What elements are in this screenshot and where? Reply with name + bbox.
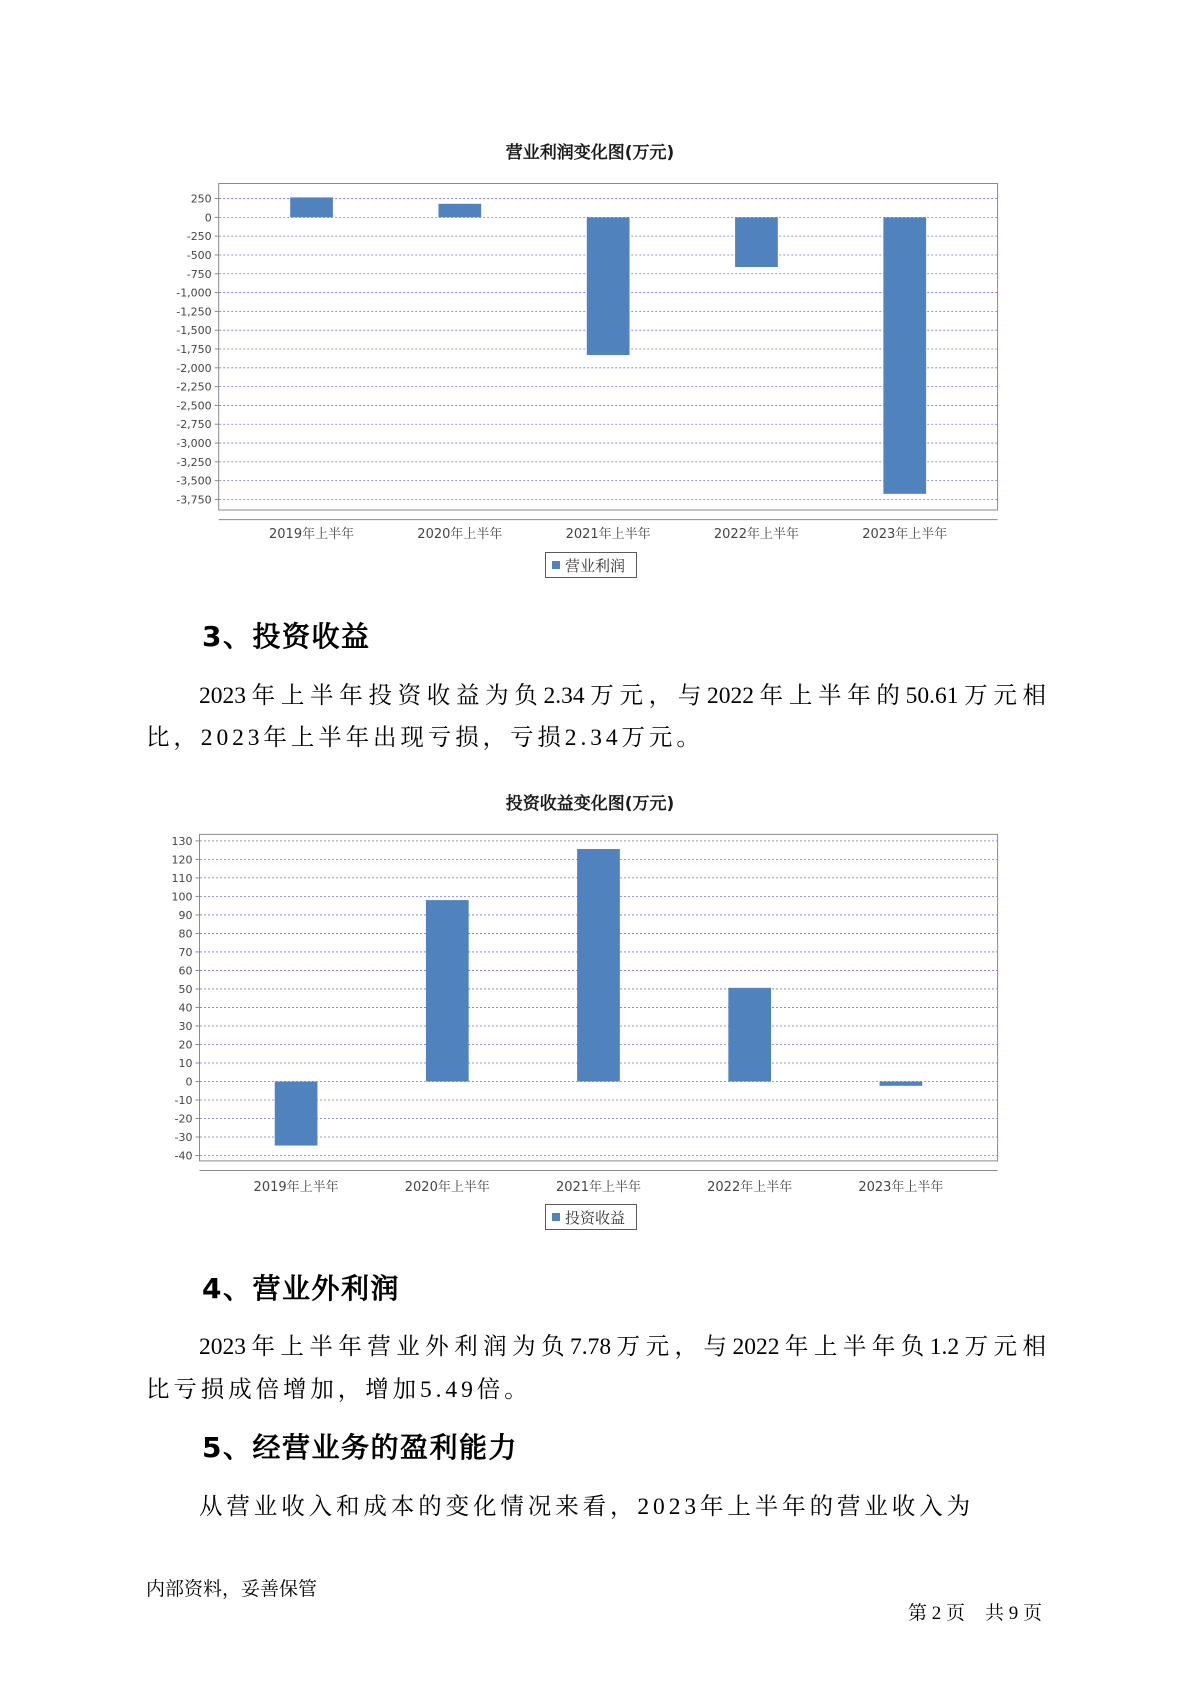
y-tick-label: -2,000	[176, 361, 212, 375]
investment-income-bar-2020	[426, 900, 469, 1081]
operating-profit-bar-2020	[439, 204, 482, 218]
y-tick-label: -750	[186, 267, 212, 281]
y-tick-label: -2,250	[176, 380, 212, 394]
legend-label: 营业利润	[565, 556, 626, 575]
investment-income-bar-2022	[728, 988, 771, 1082]
chart-title: 投资收益变化图(万元)	[505, 794, 675, 814]
y-tick-label: -3,000	[176, 437, 212, 451]
y-tick-label: 70	[178, 945, 193, 959]
operating-profit-plot	[0, 170, 1191, 550]
y-tick-label: 110	[171, 871, 193, 885]
operating-profit-bar-2022	[735, 217, 778, 267]
y-tick-label: 30	[178, 1019, 193, 1033]
legend-swatch	[552, 1213, 560, 1221]
x-category-label: 2021年上半年	[555, 1180, 642, 1195]
page-label: 第 2 页	[907, 1603, 965, 1624]
y-tick-label: -3,750	[176, 493, 212, 507]
x-category-label: 2021年上半年	[565, 527, 651, 542]
chart-title: 营业利润变化图(万元)	[505, 143, 675, 163]
x-category-label: 2019年上半年	[269, 527, 355, 542]
investment-income-bar-2021	[577, 849, 620, 1081]
y-tick-label: -250	[186, 230, 212, 244]
y-tick-label: -1,000	[176, 286, 212, 300]
operating-profit-bar-2019	[290, 197, 333, 217]
x-category-label: 2020年上半年	[404, 1180, 490, 1195]
investment-income-plot	[0, 820, 1191, 1200]
y-tick-label: 60	[178, 964, 193, 978]
section-heading: 4、营业外利润	[202, 1272, 400, 1305]
x-category-label: 2019年上半年	[253, 1180, 339, 1195]
paragraph-line: 比，2023年上半年出现亏损，亏损2.34万元。	[146, 725, 704, 751]
y-tick-label: 90	[178, 908, 193, 922]
y-tick-label: -500	[186, 248, 212, 262]
y-tick-label: -1,250	[176, 305, 212, 319]
x-category-label: 2023年上半年	[858, 1180, 944, 1195]
y-tick-label: 80	[178, 927, 193, 941]
y-tick-label: 250	[190, 192, 212, 206]
x-category-label: 2023年上半年	[862, 527, 948, 542]
paragraph-line: 从营业收入和成本的变化情况来看，2023年上半年的营业收入为	[199, 1494, 974, 1520]
y-tick-label: -30	[174, 1131, 193, 1145]
y-tick-label: -3,500	[176, 474, 212, 488]
y-tick-label: -10	[174, 1094, 193, 1108]
y-tick-label: -2,500	[176, 399, 212, 413]
footer-confidential-note: 内部资料，妥善保管	[146, 1579, 318, 1600]
y-tick-label: 0	[204, 211, 212, 225]
x-category-label: 2022年上半年	[713, 527, 799, 542]
y-tick-label: -3,250	[176, 455, 212, 469]
y-tick-label: 100	[171, 890, 193, 904]
x-category-label: 2020年上半年	[417, 527, 503, 542]
y-tick-label: 0	[185, 1075, 193, 1089]
paragraph-line: 比亏损成倍增加，增加5.49倍。	[146, 1377, 532, 1403]
y-tick-label: -2,750	[176, 418, 212, 432]
y-tick-label: -1,750	[176, 343, 212, 357]
y-tick-label: -40	[174, 1149, 193, 1163]
x-category-label: 2022年上半年	[707, 1180, 793, 1195]
paragraph-line: 2023年上半年营业外利润为负7.78万元，与2022年上半年负1.2万元相	[199, 1334, 1046, 1360]
investment-income-bar-2023	[880, 1081, 923, 1085]
legend-swatch	[552, 561, 560, 569]
y-tick-label: 20	[178, 1038, 193, 1052]
operating-profit-bar-2021	[587, 217, 630, 355]
y-tick-label: 130	[171, 834, 193, 848]
footer-page-number	[889, 1578, 1042, 1624]
chart-legend	[545, 1204, 637, 1230]
total-pages-label: 共 9 页	[984, 1603, 1042, 1624]
y-tick-label: 50	[178, 982, 193, 996]
investment-income-bar-2019	[275, 1081, 318, 1145]
section-heading: 5、经营业务的盈利能力	[202, 1431, 518, 1464]
chart-legend	[545, 552, 637, 578]
section-heading: 3、投资收益	[202, 620, 371, 653]
legend-label: 投资收益	[565, 1208, 626, 1227]
y-tick-label: 10	[178, 1056, 193, 1070]
y-tick-label: 120	[171, 853, 193, 867]
y-tick-label: -1,500	[176, 324, 212, 338]
paragraph-line: 2023年上半年投资收益为负2.34万元，与2022年上半年的50.61万元相	[199, 683, 1046, 709]
y-tick-label: -20	[174, 1112, 193, 1126]
operating-profit-bar-2023	[883, 217, 926, 493]
y-tick-label: 40	[178, 1001, 193, 1015]
